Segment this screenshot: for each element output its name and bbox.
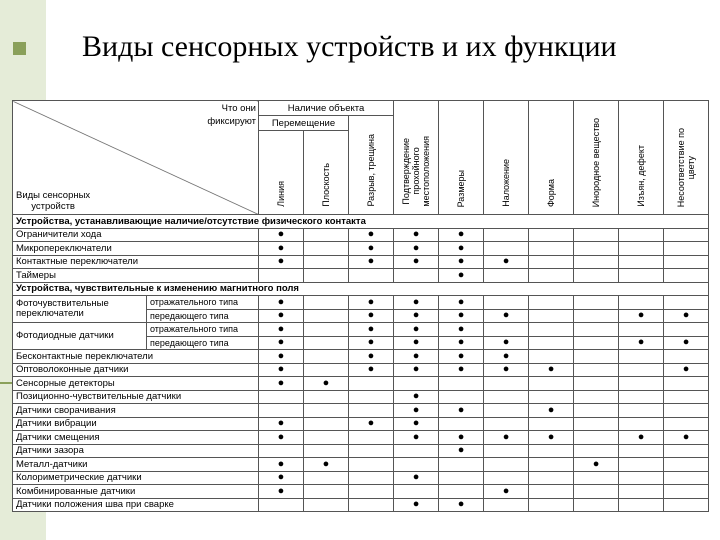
mark-cell (529, 417, 574, 431)
col-header-9: Несоответствие по цвету (664, 101, 709, 215)
mark-cell: ● (304, 377, 349, 391)
mark-cell (619, 255, 664, 269)
mark-cell (574, 228, 619, 242)
mark-cell (349, 390, 394, 404)
table-row (13, 485, 709, 499)
mark-cell (574, 242, 619, 256)
mark-cell: ● (664, 363, 709, 377)
col-header-3: Подтверждение прохойного местоположения (394, 101, 439, 215)
mark-cell (484, 404, 529, 418)
mark-cell (394, 485, 439, 499)
table-row (13, 350, 709, 364)
mark-cell: ● (259, 336, 304, 350)
mark-cell: ● (619, 309, 664, 323)
mark-cell: ● (259, 417, 304, 431)
row-subtype: отражательного типа (147, 323, 259, 337)
mark-cell: ● (349, 323, 394, 337)
mark-cell (304, 228, 349, 242)
mark-cell: ● (439, 444, 484, 458)
mark-cell (259, 498, 304, 512)
table-row (13, 323, 709, 337)
mark-cell: ● (259, 242, 304, 256)
row-subtype: отражательного типа (147, 296, 259, 310)
mark-cell (619, 485, 664, 499)
mark-cell: ● (259, 485, 304, 499)
mark-cell (619, 417, 664, 431)
mark-cell (529, 296, 574, 310)
mark-cell (529, 390, 574, 404)
mark-cell (394, 444, 439, 458)
mark-cell (574, 323, 619, 337)
table-row (13, 444, 709, 458)
mark-cell (439, 458, 484, 472)
mark-cell (664, 390, 709, 404)
row-subtype: передающего типа (147, 336, 259, 350)
mark-cell: ● (439, 350, 484, 364)
mark-cell (304, 404, 349, 418)
mark-cell: ● (349, 417, 394, 431)
mark-cell: ● (439, 228, 484, 242)
mark-cell: ● (259, 323, 304, 337)
mark-cell: ● (394, 471, 439, 485)
mark-cell: ● (439, 431, 484, 445)
mark-cell: ● (439, 363, 484, 377)
row-name: Датчики сворачивания (13, 404, 259, 418)
mark-cell (529, 444, 574, 458)
mark-cell (664, 242, 709, 256)
mark-cell (349, 458, 394, 472)
mark-cell: ● (484, 336, 529, 350)
mark-cell: ● (394, 309, 439, 323)
row-name: Контактные переключатели (13, 255, 259, 269)
mark-cell: ● (484, 255, 529, 269)
mark-cell (529, 269, 574, 283)
table-row (13, 498, 709, 512)
row-name: Ограничители хода (13, 228, 259, 242)
table-corner-cell (13, 101, 259, 215)
mark-cell (304, 269, 349, 283)
mark-cell (664, 255, 709, 269)
mark-cell: ● (439, 323, 484, 337)
mark-cell (439, 485, 484, 499)
mark-cell (529, 350, 574, 364)
mark-cell: ● (439, 255, 484, 269)
mark-cell: ● (394, 242, 439, 256)
mark-cell (484, 498, 529, 512)
mark-cell: ● (484, 485, 529, 499)
mark-cell (484, 458, 529, 472)
mark-cell: ● (394, 228, 439, 242)
table-row (13, 255, 709, 269)
mark-cell (349, 269, 394, 283)
mark-cell: ● (259, 350, 304, 364)
mark-cell (664, 404, 709, 418)
mark-cell (304, 498, 349, 512)
mark-cell (619, 350, 664, 364)
mark-cell (349, 404, 394, 418)
table-row (13, 458, 709, 472)
mark-cell (394, 377, 439, 391)
mark-cell (574, 377, 619, 391)
col-header-0: Линия (259, 131, 304, 215)
sensor-table (12, 100, 709, 512)
table-body (13, 215, 709, 512)
mark-cell (304, 336, 349, 350)
mark-cell (619, 296, 664, 310)
mark-cell: ● (439, 309, 484, 323)
mark-cell (574, 336, 619, 350)
mark-cell (529, 377, 574, 391)
mark-cell (664, 350, 709, 364)
mark-cell (349, 498, 394, 512)
table-row (13, 296, 709, 310)
mark-cell (304, 363, 349, 377)
mark-cell (529, 323, 574, 337)
mark-cell: ● (349, 296, 394, 310)
mark-cell (304, 350, 349, 364)
col-header-6: Форма (529, 101, 574, 215)
mark-cell: ● (394, 390, 439, 404)
row-name: Датчики зазора (13, 444, 259, 458)
row-name: Оптоволоконные датчики (13, 363, 259, 377)
mark-cell (619, 242, 664, 256)
mark-cell (259, 404, 304, 418)
mark-cell (394, 269, 439, 283)
mark-cell (619, 404, 664, 418)
mark-cell: ● (664, 309, 709, 323)
mark-cell (619, 228, 664, 242)
mark-cell (484, 471, 529, 485)
mark-cell: ● (259, 471, 304, 485)
corner-bottom-line2: устройств (31, 201, 75, 212)
mark-cell (664, 444, 709, 458)
corner-top-line2: фиксируют (207, 116, 256, 127)
mark-cell (619, 444, 664, 458)
mark-cell: ● (484, 350, 529, 364)
mark-cell (484, 242, 529, 256)
mark-cell (574, 471, 619, 485)
mark-cell (439, 390, 484, 404)
row-name: Датчики положения шва при сварке (13, 498, 259, 512)
mark-cell (484, 296, 529, 310)
mark-cell (259, 269, 304, 283)
table-row (13, 269, 709, 283)
mark-cell (304, 471, 349, 485)
group-name: Фотодиодные датчики (13, 323, 147, 350)
mark-cell (664, 228, 709, 242)
mark-cell: ● (664, 431, 709, 445)
mark-cell (619, 363, 664, 377)
mark-cell: ● (619, 431, 664, 445)
mark-cell: ● (394, 431, 439, 445)
mark-cell (304, 431, 349, 445)
table-row (13, 242, 709, 256)
mark-cell: ● (529, 363, 574, 377)
section-title: Устройства, устанавливающие наличие/отсутствие физического контакта (13, 215, 709, 229)
table-row (13, 390, 709, 404)
mark-cell (664, 458, 709, 472)
mark-cell: ● (259, 296, 304, 310)
mark-cell (574, 296, 619, 310)
row-name: Датчики смещения (13, 431, 259, 445)
mark-cell (664, 485, 709, 499)
sensor-table-sheet (12, 100, 708, 512)
mark-cell: ● (574, 458, 619, 472)
group-name: Фоточувствительные переключатели (13, 296, 147, 323)
section-row (13, 282, 709, 296)
mark-cell (664, 417, 709, 431)
mark-cell (484, 417, 529, 431)
mark-cell: ● (259, 309, 304, 323)
mark-cell (304, 417, 349, 431)
col-header-1: Плоскость (304, 131, 349, 215)
mark-cell: ● (529, 431, 574, 445)
mark-cell: ● (439, 336, 484, 350)
mark-cell (664, 498, 709, 512)
mark-cell (304, 309, 349, 323)
mark-cell (304, 242, 349, 256)
row-name: Датчики вибрации (13, 417, 259, 431)
mark-cell: ● (439, 498, 484, 512)
mark-cell: ● (259, 377, 304, 391)
mark-cell (664, 323, 709, 337)
mark-cell (664, 296, 709, 310)
col-header-7: Инородное вещество (574, 101, 619, 215)
mark-cell: ● (439, 269, 484, 283)
mark-cell: ● (259, 431, 304, 445)
col-header-5: Наложение (484, 101, 529, 215)
mark-cell (484, 390, 529, 404)
slide-title: Виды сенсорных устройств и их функции (82, 30, 617, 63)
header-group-displacement: Перемещение (259, 116, 349, 131)
mark-cell (574, 431, 619, 445)
mark-cell: ● (349, 363, 394, 377)
section-row (13, 215, 709, 229)
mark-cell (349, 485, 394, 499)
mark-cell (574, 485, 619, 499)
mark-cell: ● (349, 336, 394, 350)
mark-cell (574, 444, 619, 458)
mark-cell (664, 471, 709, 485)
mark-cell (529, 242, 574, 256)
mark-cell (349, 471, 394, 485)
mark-cell: ● (349, 350, 394, 364)
mark-cell: ● (394, 498, 439, 512)
mark-cell: ● (259, 228, 304, 242)
mark-cell (349, 444, 394, 458)
mark-cell: ● (259, 363, 304, 377)
row-name: Сенсорные детекторы (13, 377, 259, 391)
row-subtype: передающего типа (147, 309, 259, 323)
row-name: Микропереключатели (13, 242, 259, 256)
mark-cell: ● (439, 242, 484, 256)
mark-cell (529, 485, 574, 499)
mark-cell: ● (394, 350, 439, 364)
mark-cell (619, 498, 664, 512)
mark-cell: ● (259, 458, 304, 472)
mark-cell (439, 377, 484, 391)
mark-cell (259, 390, 304, 404)
mark-cell: ● (664, 336, 709, 350)
mark-cell (574, 255, 619, 269)
col-header-8: Изъян, дефект (619, 101, 664, 215)
mark-cell (394, 458, 439, 472)
mark-cell (574, 404, 619, 418)
mark-cell (574, 350, 619, 364)
mark-cell (619, 471, 664, 485)
mark-cell (664, 377, 709, 391)
mark-cell (484, 444, 529, 458)
mark-cell (529, 471, 574, 485)
table-row (13, 363, 709, 377)
mark-cell (574, 269, 619, 283)
mark-cell (529, 336, 574, 350)
mark-cell: ● (394, 323, 439, 337)
mark-cell: ● (349, 309, 394, 323)
mark-cell (619, 458, 664, 472)
col-header-2: Разрыв, трещина (349, 116, 394, 215)
mark-cell (349, 377, 394, 391)
corner-top-line1: Что они (221, 103, 256, 114)
mark-cell (529, 309, 574, 323)
mark-cell (304, 390, 349, 404)
mark-cell (484, 323, 529, 337)
table-row (13, 431, 709, 445)
mark-cell (349, 431, 394, 445)
mark-cell (574, 309, 619, 323)
mark-cell: ● (439, 296, 484, 310)
mark-cell: ● (349, 242, 394, 256)
mark-cell (439, 471, 484, 485)
mark-cell (574, 363, 619, 377)
mark-cell (484, 228, 529, 242)
row-name: Бесконтактные переключатели (13, 350, 259, 364)
mark-cell: ● (394, 404, 439, 418)
col-header-4: Размеры (439, 101, 484, 215)
row-name: Комбинированные датчики (13, 485, 259, 499)
mark-cell (259, 444, 304, 458)
mark-cell (304, 296, 349, 310)
row-name: Таймеры (13, 269, 259, 283)
mark-cell (664, 269, 709, 283)
mark-cell (574, 498, 619, 512)
table-row (13, 417, 709, 431)
table-row (13, 377, 709, 391)
mark-cell (529, 228, 574, 242)
mark-cell (304, 255, 349, 269)
row-name: Металл-датчики (13, 458, 259, 472)
corner-bottom-line1: Виды сенсорных (16, 190, 91, 201)
table-row (13, 404, 709, 418)
mark-cell: ● (484, 431, 529, 445)
section-title: Устройства, чувствительные к изменению магнитного поля (13, 282, 709, 296)
mark-cell (304, 485, 349, 499)
mark-cell (484, 377, 529, 391)
mark-cell: ● (619, 336, 664, 350)
mark-cell: ● (394, 255, 439, 269)
mark-cell: ● (484, 309, 529, 323)
mark-cell (619, 269, 664, 283)
mark-cell (529, 498, 574, 512)
mark-cell: ● (349, 228, 394, 242)
title-bullet-icon (13, 42, 26, 55)
mark-cell (529, 255, 574, 269)
mark-cell: ● (394, 363, 439, 377)
mark-cell (619, 323, 664, 337)
header-group-presence: Наличие объекта (259, 101, 394, 116)
mark-cell (439, 417, 484, 431)
row-name: Колориметрические датчики (13, 471, 259, 485)
row-name: Позиционно-чувствительные датчики (13, 390, 259, 404)
mark-cell: ● (529, 404, 574, 418)
mark-cell: ● (349, 255, 394, 269)
mark-cell: ● (259, 255, 304, 269)
mark-cell (304, 444, 349, 458)
mark-cell (619, 377, 664, 391)
mark-cell: ● (439, 404, 484, 418)
accent-line (0, 382, 12, 384)
mark-cell: ● (304, 458, 349, 472)
mark-cell (619, 390, 664, 404)
mark-cell: ● (394, 336, 439, 350)
table-row (13, 471, 709, 485)
mark-cell: ● (394, 417, 439, 431)
mark-cell (484, 269, 529, 283)
mark-cell: ● (394, 296, 439, 310)
mark-cell (574, 417, 619, 431)
mark-cell (529, 458, 574, 472)
mark-cell: ● (484, 363, 529, 377)
table-row (13, 228, 709, 242)
mark-cell (304, 323, 349, 337)
mark-cell (574, 390, 619, 404)
